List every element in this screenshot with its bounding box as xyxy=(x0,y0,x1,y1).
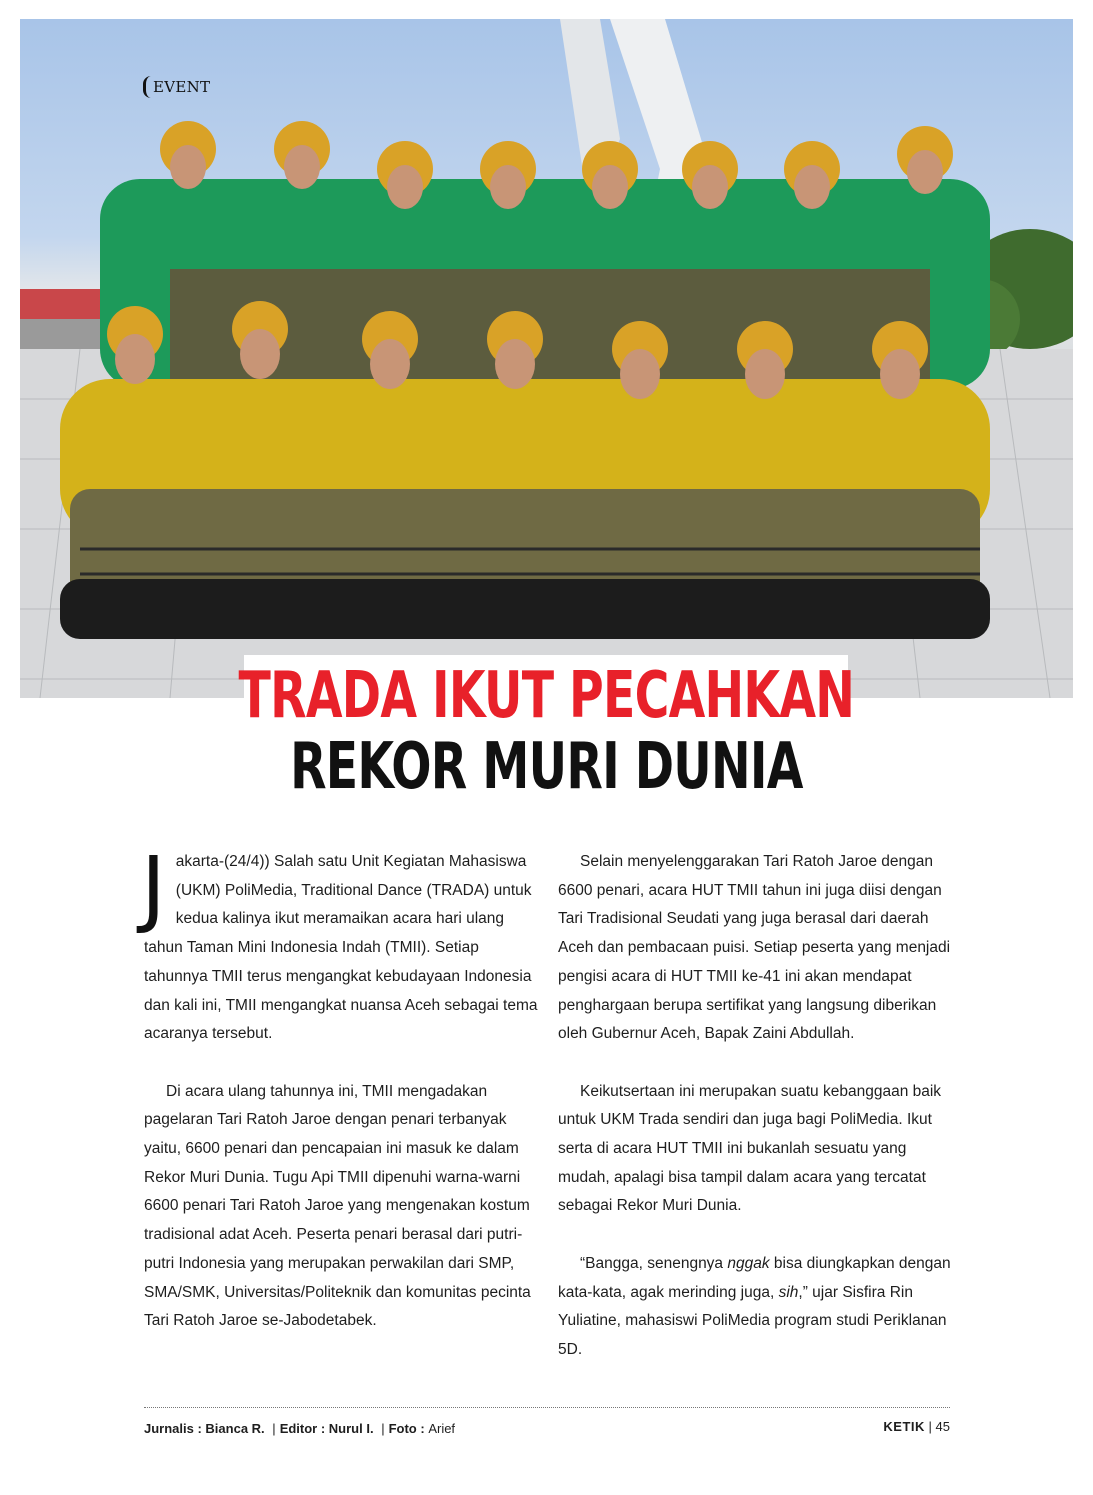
footer-divider xyxy=(144,1407,950,1408)
dancers-illustration xyxy=(20,19,1073,698)
section-mark-icon xyxy=(143,76,151,98)
credits xyxy=(144,1421,455,1436)
editor-label: Editor : xyxy=(279,1421,329,1436)
quote-text: bisa diungkapkan dengan kata-kata, agak merinding juga, xyxy=(558,1254,951,1301)
foto-name: Arief xyxy=(428,1421,456,1436)
quote-emphasis: sih xyxy=(778,1283,799,1301)
page-number: 45 xyxy=(935,1419,950,1434)
drop-cap: J xyxy=(141,838,166,936)
credits-separator: | xyxy=(381,1421,385,1436)
article-column-left xyxy=(141,838,539,1365)
page-separator: | xyxy=(928,1419,936,1434)
quote-text: “Bangga, senengnya xyxy=(580,1254,728,1272)
hero-photo xyxy=(20,19,1073,698)
quote-paragraph xyxy=(558,1250,953,1365)
page-footer xyxy=(883,1419,950,1434)
quote-emphasis: nggak xyxy=(727,1254,770,1272)
section-tag xyxy=(143,76,210,98)
foto-label: Foto : xyxy=(388,1421,429,1436)
article-paragraph: Selain menyelenggarakan Tari Ratoh Jaroe dengan 6600 penari, acara HUT TMII tahun ini juga diisi dengan Tari Tradisional Seudati yang juga berasal dari daerah Aceh dan pembacaan puisi. Setiap peserta yang menjadi pengisi acara di HUT TMII ke-41 ini akan mendapat penghargaan berupa sertifikat yang langsung diberikan oleh Gubernur Aceh, Bapak Zaini Abdullah. xyxy=(558,853,951,1043)
article-paragraph: Keikutsertaan ini merupakan suatu kebanggaan baik untuk UKM Trada sendiri dan juga bagi PoliMedia. Ikut serta di acara HUT TMII ini bukanlah sesuatu yang mudah, apalagi bisa tampil dalam acara yang tercatat sebagai Rekor Muri Dunia. xyxy=(558,1082,942,1215)
paragraph-text: akarta-(24/4)) Salah satu Unit Kegiatan Mahasiswa (UKM) PoliMedia, Traditional Dance (TRADA) untuk kedua kalinya ikut meramaikan acara hari ulang tahun Taman Mini Indonesia Indah (TMII). Setiap tahunnya TMII terus mengangkat kebudayaan Indonesia dan kali ini, TMII mengangkat nuansa Aceh sebagai tema acaranya tersebut. xyxy=(144,853,538,1043)
headline-line-1: TRADA IKUT PECAHKAN xyxy=(238,659,855,733)
headline-line-2: REKOR MURI DUNIA xyxy=(290,730,803,804)
section-label: EVENT xyxy=(153,78,211,96)
magazine-name: KETIK xyxy=(883,1419,925,1434)
article-paragraph xyxy=(141,838,539,1049)
article-paragraph: Di acara ulang tahunnya ini, TMII mengadakan pagelaran Tari Ratoh Jaroe dengan penari terbanyak yaitu, 6600 penari dan pencapaian ini masuk ke dalam Rekor Muri Dunia. Tugu Api TMII dipenuhi warna-warni 6600 penari Tari Ratoh Jaroe yang mengenakan kostum tradisional adat Aceh. Peserta penari berasal dari putri-putri Indonesia yang merupakan perwakilan dari SMP, SMA/SMK, Universitas/Politeknik dan komunitas pecinta Tari Ratoh Jaroe se-Jabodetabek. xyxy=(144,1082,531,1330)
article-column-right xyxy=(558,848,953,1393)
editor-name: Nurul I. xyxy=(328,1421,374,1436)
quote-text: ,” ujar Sisfira Rin Yuliatine, mahasiswi PoliMedia program studi Periklanan 5D. xyxy=(558,1283,947,1358)
jurnalis-name: Bianca R. xyxy=(205,1421,265,1436)
credits-separator: | xyxy=(272,1421,276,1436)
jurnalis-label: Jurnalis : xyxy=(144,1421,206,1436)
